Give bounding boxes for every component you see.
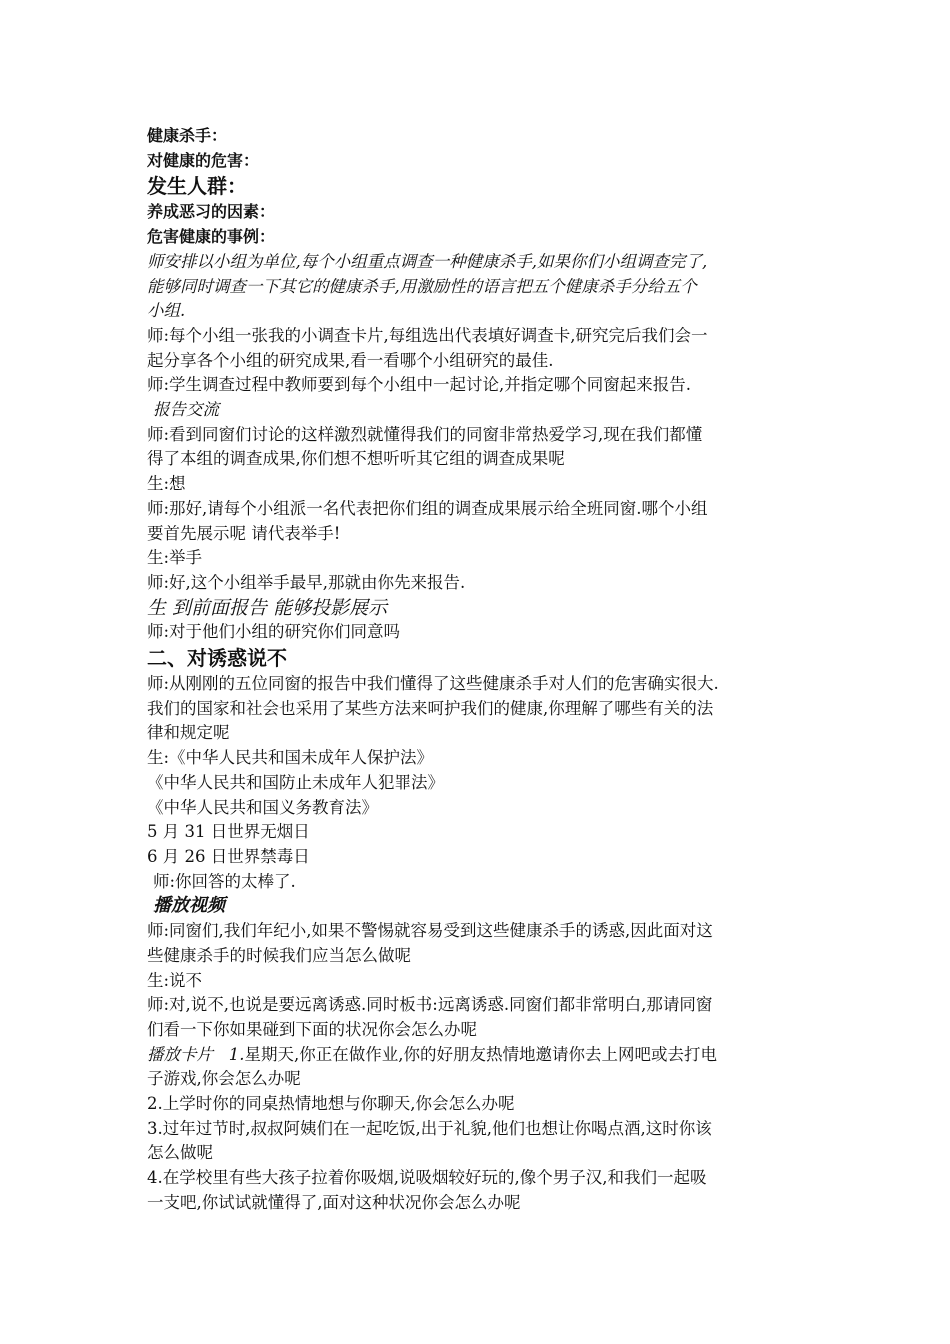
text-line: 小组. — [147, 301, 186, 321]
text-line: 师:学生调查过程中教师要到每个小组中一起讨论,并指定哪个同窗起来报告. — [147, 375, 692, 395]
text-line: 子游戏,你会怎么办呢 — [147, 1069, 301, 1089]
text-line: 师:好,这个小组举手最早,那就由你先来报告. — [147, 572, 466, 592]
text-line: 《中华人民共和国防止未成年人犯罪法》 — [147, 772, 444, 792]
text-line: 生:举手 — [147, 548, 203, 568]
text-line: 师:同窗们,我们年纪小,如果不警惕就容易受到这些健康杀手的诱惑,因此面对这 — [147, 921, 713, 941]
heading-harm-examples: 危害健康的事例： — [147, 227, 276, 247]
text-line: 生:说不 — [147, 970, 203, 990]
text-line: 们看一下你如果碰到下面的状况你会怎么办呢 — [147, 1019, 477, 1039]
text-line: 要首先展示呢 请代表举手! — [147, 523, 341, 543]
heading-affected-group: 发生人群： — [147, 174, 247, 199]
card-text: 星期天,你正在做作业,你的好朋友热情地邀请你去上网吧或去打电 — [244, 1044, 717, 1064]
text-line: 3.过年过节时,叔叔阿姨们在一起吃饭,出于礼貌,他们也想让你喝点酒,这时你该 — [147, 1118, 712, 1138]
text-line: 4.在学校里有些大孩子拉着你吸烟,说吸烟较好玩的,像个男子汉,和我们一起吸 — [147, 1168, 707, 1188]
text-line: 怎么做呢 — [147, 1143, 213, 1163]
text-line: 得了本组的调查成果,你们想不想听听其它组的调查成果呢 — [147, 449, 565, 469]
text-line: 生:《中华人民共和国未成年人保护法》 — [147, 748, 434, 768]
text-line: 起分享各个小组的研究成果,看一看哪个小组研究的最佳. — [147, 350, 554, 370]
text-line-play-card — [147, 1043, 827, 1068]
section-play-video: 播放视频 — [153, 895, 225, 917]
text-line: 律和规定呢 — [147, 723, 230, 743]
text-line: 5 月 31 日世界无烟日 — [147, 822, 310, 842]
heading-habit-factors: 养成恶习的因素： — [147, 202, 276, 222]
text-line: 师:那好,请每个小组派一名代表把你们组的调查成果展示给全班同窗.哪个小组 — [147, 498, 708, 518]
text-line: 一支吧,你试试就懂得了,面对这种状况你会怎么办呢 — [147, 1192, 521, 1212]
text-line: 6 月 26 日世界禁毒日 — [147, 846, 310, 866]
text-line: 师:你回答的太棒了. — [153, 871, 296, 891]
heading-harm: 对健康的危害： — [147, 150, 260, 170]
text-line: 师:对,说不,也说是要远离诱惑.同时板书:远离诱惑.同窗们都非常明白,那请同窗 — [147, 995, 713, 1015]
section-heading-say-no: 二、对诱惑说不 — [147, 646, 287, 671]
card-number: 1. — [228, 1044, 245, 1064]
text-line: 生:想 — [147, 474, 186, 494]
text-line: 师安排以小组为单位,每个小组重点调查一种健康杀手,如果你们小组调查完了, — [147, 251, 708, 271]
text-line: 师:每个小组一张我的小调查卡片,每组选出代表填好调查卡,研究完后我们会一 — [147, 325, 708, 345]
section-report: 报告交流 — [153, 400, 219, 420]
text-line: 师:看到同窗们讨论的这样激烈就懂得我们的同窗非常热爱学习,现在我们都懂 — [147, 424, 703, 444]
text-line-projection: 生 到前面报告 能够投影展示 — [147, 596, 388, 619]
text-line: 2.上学时你的同桌热情地想与你聊天,你会怎么办呢 — [147, 1094, 515, 1114]
heading-health-killer: 健康杀手： — [147, 126, 228, 145]
play-card-label: 播放卡片 — [147, 1044, 213, 1064]
text-line: 些健康杀手的时候我们应当怎么做呢 — [147, 945, 411, 965]
text-line: 能够同时调查一下其它的健康杀手,用激励性的语言把五个健康杀手分给五个 — [147, 276, 697, 296]
document-page — [147, 124, 827, 1216]
text-line: 《中华人民共和国义务教育法》 — [147, 797, 378, 817]
text-line: 我们的国家和社会也采用了某些方法来呵护我们的健康,你理解了哪些有关的法 — [147, 698, 714, 718]
text-line: 师:对于他们小组的研究你们同意吗 — [147, 622, 401, 642]
text-line: 师:从刚刚的五位同窗的报告中我们懂得了这些健康杀手对人们的危害确实很大. — [147, 674, 719, 694]
